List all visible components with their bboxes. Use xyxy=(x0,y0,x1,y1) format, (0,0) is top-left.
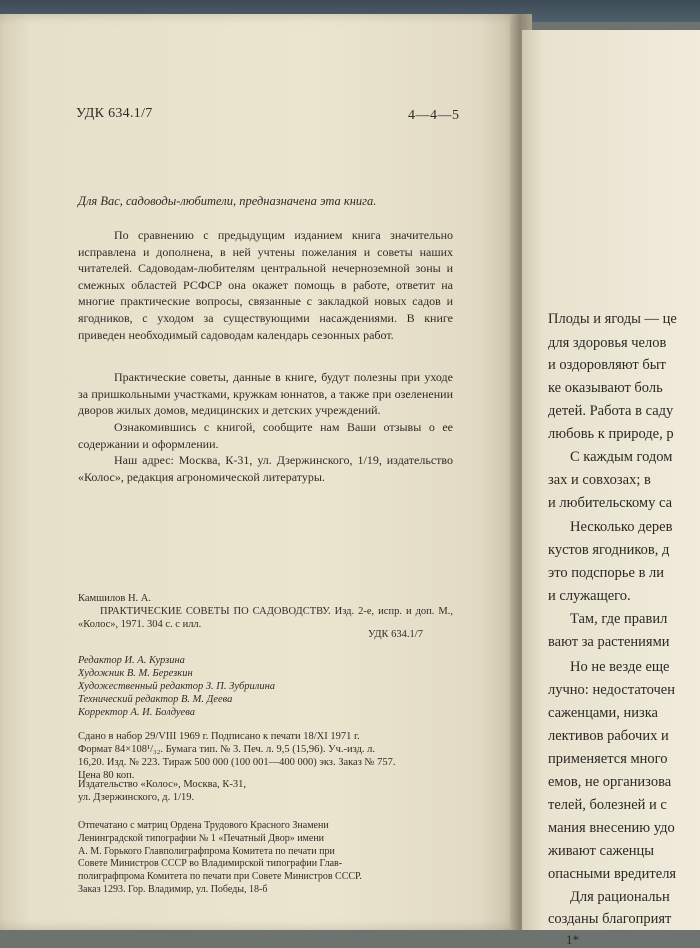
text-line: телей, болезней и с xyxy=(548,797,667,813)
text-line: мания внесению удо xyxy=(548,820,675,836)
credit-line: Корректор А. И. Болдуева xyxy=(78,707,195,718)
biblio-author: Камшилов Н. А. xyxy=(78,593,151,604)
text-line: Плоды и ягоды — це xyxy=(548,311,677,327)
publisher-line: Издательство «Колос», Москва, К-31, xyxy=(78,779,247,790)
text-line: Для рациональн xyxy=(570,889,670,905)
credit-line: Редактор И. А. Курзина xyxy=(78,655,185,666)
staff-credits xyxy=(78,654,453,719)
text-line: для здоровья челов xyxy=(548,335,667,351)
tech-line: 16,20. Изд. № 223. Тираж 500 000 (100 001—400 000) экз. Заказ № 757. xyxy=(78,757,396,768)
printing-line: полиграфпрома Комитета по печати при Совете Министров СССР. xyxy=(78,871,362,883)
page-number: 1* xyxy=(566,932,579,947)
annotation-paragraph-2: Практические советы, данные в книге, будут полезны при уходе за пришкольными участками, кружкам юннатов, а также при озеленении дворов жилых домов, медицинских и детских учреждений. xyxy=(78,370,453,418)
text-line: опасными вредителя xyxy=(548,866,677,882)
text-line: живают саженцы xyxy=(548,843,655,859)
text-line: и служащего. xyxy=(548,588,631,604)
left-page xyxy=(0,14,520,930)
text-line: вают за растениями xyxy=(548,634,670,650)
printing-line: Отпечатано с матриц Ордена Трудового Красного Знамени xyxy=(78,820,329,831)
technical-details xyxy=(78,730,453,782)
biblio-description: ПРАКТИЧЕСКИЕ СОВЕТЫ ПО САДОВОДСТВУ. Изд. 2-е, испр. и доп. М., «Колос», 1971. 304 с. с илл. xyxy=(78,606,453,630)
text-line: лучно: недостаточен xyxy=(548,682,675,698)
text-line: саженцами, низка xyxy=(548,705,658,721)
dedication: Для Вас, садоводы-любители, предназначена эта книга. xyxy=(78,194,377,208)
printing-line: Совете Министров СССР во Владимирской типографии Глав- xyxy=(78,858,343,870)
text-line: лективов рабочих и xyxy=(548,728,669,744)
tech-line: Цена 80 коп. xyxy=(78,770,135,781)
udk-code-bottom: УДК 634.1/7 xyxy=(368,629,423,640)
publisher-line: ул. Дзержинского, д. 1/19. xyxy=(78,792,195,803)
bibliographic-record xyxy=(78,592,453,631)
text-line: зах и совхозах; в xyxy=(548,472,651,488)
text-line: С каждым годом xyxy=(570,449,673,465)
publisher-address xyxy=(78,778,453,804)
credit-line: Технический редактор В. М. Деева xyxy=(78,694,233,705)
text-line: Но не везде еще xyxy=(570,659,670,675)
text-line: детей. Работа в саду xyxy=(548,403,674,419)
text-line: емов, не организова xyxy=(548,774,672,790)
tech-line: Сдано в набор 29/VIII 1969 г. Подписано к печати 18/XI 1971 г. xyxy=(78,731,360,742)
annotation-paragraph-3: Ознакомившись с книгой, сообщите нам Ваши отзывы о ее содержании и оформлении. xyxy=(78,420,453,451)
annotation-paragraph-4: Наш адрес: Москва, К-31, ул. Дзержинского, 1/19, издательство «Колос», редакция агрономической литературы. xyxy=(78,453,453,484)
printing-line: Ленинградской типографии № 1 «Печатный Двор» имени xyxy=(78,832,325,844)
text-line: Там, где правил xyxy=(570,611,668,627)
right-page xyxy=(522,30,700,947)
text-line: любовь к природе, р xyxy=(548,426,674,442)
text-line: Несколько дерев xyxy=(570,519,673,535)
printing-line: Заказ 1293. Гор. Владимир, ул. Победы, 18-б xyxy=(78,883,268,895)
credit-line: Художник В. М. Березкин xyxy=(78,668,193,679)
text-line: применяется много xyxy=(548,751,668,767)
text-line: это подспорье в ли xyxy=(548,565,665,581)
udk-code-top: УДК 634.1/7 xyxy=(76,106,153,121)
text-line: и любительскому са xyxy=(548,495,673,511)
text-line: кустов ягодников, д xyxy=(548,542,670,558)
annotation-paragraph-1: По сравнению с предыдущим изданием книга значительно исправлена и дополнена, в ней учтены пожелания и советы наших читателей. Садоводам-любителям центральной нечерноземной зоны и смежных областей РСФСР она окажет помощь в работе, ответит на многие практические вопросы, связанные с закладкой новых садов и ягодников, с уходом за существующими насаждениями. В книге приведен необходимый садоводам календарь сезонных работ. xyxy=(78,228,453,342)
printing-line: А. М. Горького Главполиграфпрома Комитета по печати при xyxy=(78,845,335,857)
printing-info xyxy=(78,820,453,897)
text-line: созданы благоприят xyxy=(548,911,672,927)
text-line: ке оказывают боль xyxy=(548,380,663,396)
credit-line: Художественный редактор З. П. Зубрилина xyxy=(78,681,276,692)
tech-line: Формат 84×108¹/₃₂. Бумага тип. № 3. Печ. л. 9,5 (15,96). Уч.-изд. л. xyxy=(78,744,376,755)
text-line: и оздоровляют быт xyxy=(548,357,666,373)
index-code: 4—4—5 xyxy=(408,108,460,123)
